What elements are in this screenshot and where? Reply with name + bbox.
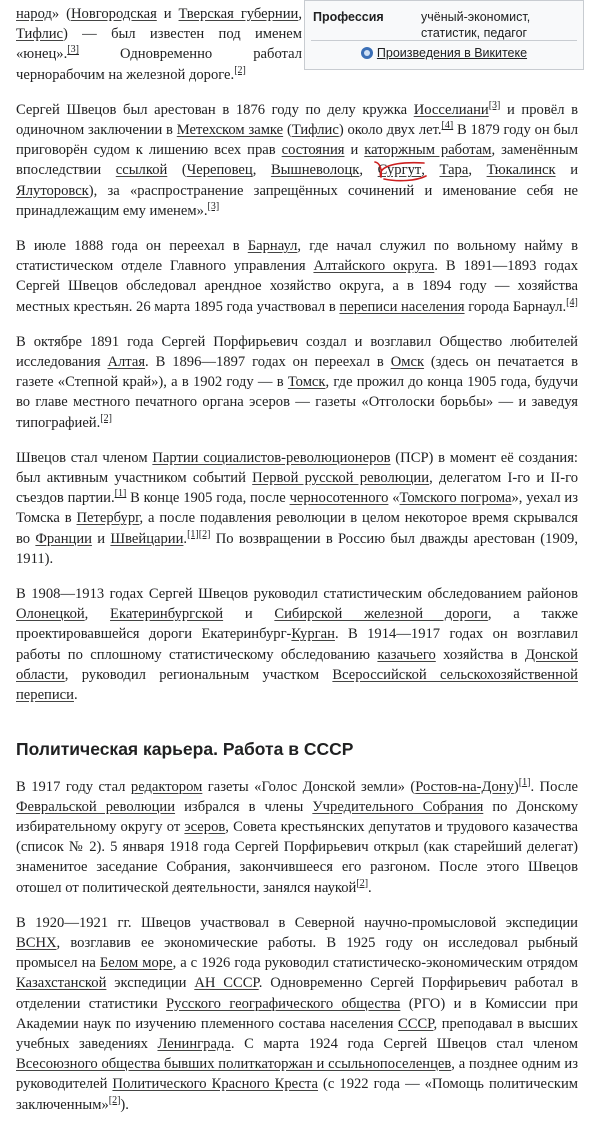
link-tomsk[interactable]: Томск	[287, 374, 326, 391]
link-constituent-assembly[interactable]: Учредительного Собрания	[312, 798, 484, 815]
link-sostoyanie[interactable]: состояния	[281, 142, 345, 159]
text: По возвращении в Россию был дважды арестован (1909, 1911).	[16, 530, 579, 567]
text: .	[73, 687, 78, 704]
text: В 1879 году он был приговорён судом к лишению всех прав	[16, 122, 578, 159]
ref-link[interactable]: [2]	[100, 412, 112, 424]
link-surgut[interactable]: Сургут	[377, 162, 422, 179]
link-siberian-railway[interactable]: Сибирской железной дороги	[274, 606, 488, 623]
text: ).	[120, 1096, 129, 1113]
text: ), за «распространение запрещённых сочинений и именование себя не принадлежащим ему именем».	[16, 182, 578, 219]
link-tara[interactable]: Тара	[439, 162, 469, 179]
text: Одновременно работал чернорабочим на железной дороге.	[16, 46, 302, 83]
link-altai-okrug[interactable]: Алтайского округа	[313, 258, 435, 275]
link-tver[interactable]: Тверская губернии	[178, 6, 299, 22]
link-yekaterinburg[interactable]: Екатеринбургской	[110, 606, 224, 623]
ref-link[interactable]: [3]	[488, 99, 501, 111]
link-novgorod[interactable]: Новгородская	[71, 6, 157, 22]
ref-link[interactable]: [4]	[441, 120, 454, 132]
ref-4[interactable]	[442, 120, 454, 131]
text: Сергей Швецов был арестован в 1876 году по делу кружка	[16, 101, 414, 118]
text: , делегатом I-го и II-го съездов партии.	[16, 470, 578, 507]
text: (здесь он печатается в газете «Степной край»), а в 1902 году — в	[16, 354, 578, 391]
ref-link[interactable]: [2]	[356, 877, 369, 889]
infobox-value: учёный-экономист, статистик, педагог	[421, 10, 531, 40]
text: , а после подавления революции в целом некоторое время скрывался во	[16, 510, 578, 547]
text: (	[283, 122, 292, 139]
link-black-hundreds[interactable]: черносотенного	[289, 490, 389, 507]
text: , а с 1926 года руководил статистическо-экономическим отрядом	[172, 955, 578, 972]
link-cherepovets[interactable]: Череповец	[186, 162, 253, 179]
text: «	[388, 490, 400, 507]
paragraph-altai-society	[16, 332, 578, 433]
link-tomsk-pogrom[interactable]: Томского погрома	[399, 490, 512, 507]
link-tiflis[interactable]: Тифлис	[291, 122, 339, 139]
text: , руководил региональным участком	[64, 666, 333, 683]
link-editor[interactable]: редактором	[130, 778, 203, 795]
text: по Донскому избирательному округу от	[16, 798, 578, 835]
text: , преподавал в высших учебных заведениях	[16, 1015, 578, 1052]
link-politkatorzhan-society[interactable]: Всесоюзного общества бывших политкаторжан и ссыльнопоселенцев	[16, 1056, 452, 1073]
ref-1[interactable]	[115, 488, 127, 499]
link-rostov[interactable]: Ростов-на-Дону	[415, 778, 514, 795]
text: (с 1922 года — «Помощь политическим заключенным»	[16, 1076, 578, 1113]
text: , заменённым впоследствии	[16, 142, 579, 179]
text: и	[91, 530, 111, 547]
link-leningrad[interactable]: Ленинграда	[157, 1035, 231, 1052]
ref-link[interactable]: [2]	[108, 1094, 121, 1106]
text: ) — был известен под именем «юнец».	[16, 26, 302, 63]
text: газеты «Голос Донской земли» (	[202, 778, 416, 795]
ref-3[interactable]	[208, 201, 220, 212]
link-kazakhstan[interactable]: Казахстанской	[16, 975, 107, 992]
wikisource-link[interactable]: Произведения в Викитеке	[376, 46, 528, 60]
link-kurgan[interactable]: Курган	[291, 626, 335, 643]
link-metekhi-castle[interactable]: Метехском замке	[176, 122, 284, 139]
text: . В 1896—1897 годах он переехал в	[145, 354, 391, 371]
text: . С марта 1924 года Сергей Швецов стал членом	[230, 1035, 578, 1052]
text: ,	[84, 606, 111, 623]
surgut-marked	[378, 160, 422, 180]
ref-2[interactable]	[356, 878, 368, 889]
ref-link[interactable]: [1]	[114, 488, 127, 500]
paragraph-arrest	[16, 100, 578, 221]
text: ,	[252, 162, 271, 179]
link-switzerland[interactable]: Швейцарии	[110, 530, 184, 547]
ref-2[interactable]	[109, 1095, 121, 1106]
text: » (	[51, 6, 72, 22]
ref-link[interactable]: [3]	[67, 44, 79, 56]
link-altai[interactable]: Алтая	[107, 354, 146, 371]
ref-link[interactable]: [1]	[518, 776, 531, 788]
text: . В 1914—1917 годах он возглавил работы по сплошному статистическому обследованию	[16, 626, 578, 663]
text: ) около двух лет.	[338, 122, 442, 139]
text: (ПСР) в момент её создания: был активным участником событий	[16, 449, 578, 487]
text: ,	[468, 162, 487, 179]
ref-1[interactable]	[519, 777, 531, 788]
paragraph-statistics	[16, 584, 578, 705]
link-agricultural-census[interactable]: Всероссийской сельскохозяйственной переписи	[16, 666, 578, 704]
text: Швецов стал членом	[16, 449, 153, 466]
paragraph-barnaul	[16, 236, 578, 317]
link-esers[interactable]: эсеров	[184, 818, 226, 835]
link-tyukalinsk[interactable]: Тюкалинск	[486, 162, 556, 179]
link-petersburg[interactable]: Петербург	[76, 510, 140, 527]
ref-2[interactable]	[100, 413, 112, 424]
text: . После	[530, 778, 578, 795]
article-content	[16, 0, 578, 1130]
text: , где прожил до конца 1905 года, будучи во главе местного печатного органа эсеров — газеты «Отголоски борьбы» — и заведуя типографией.	[16, 374, 578, 431]
text: .	[368, 879, 372, 896]
link-vsnkh[interactable]: ВСНХ	[16, 934, 57, 951]
paragraph-1920	[16, 913, 578, 1115]
ref-3[interactable]	[67, 45, 79, 56]
ref-1-2[interactable]	[187, 529, 210, 540]
link-an-sssr[interactable]: АН СССР	[194, 975, 259, 992]
text: , а позднее одним из руководителей	[16, 1056, 578, 1093]
text: ,	[298, 6, 302, 22]
text: В июле 1888 года он переехал в	[16, 238, 248, 255]
text: В 1917 году стал	[16, 778, 131, 795]
link-ssylka[interactable]: ссылкой	[115, 162, 168, 179]
link-white-sea[interactable]: Белом море	[99, 955, 173, 972]
lead-paragraph	[16, 4, 302, 85]
link-don-oblast[interactable]: Донской области	[16, 646, 578, 683]
paragraph-psr	[16, 448, 578, 569]
ref-2[interactable]	[234, 65, 246, 76]
link-vyshnevolotsk[interactable]: Вышневолоцк	[270, 162, 360, 179]
text: , где начал служил по вольному найму в статистическом отделе Главного управления	[16, 238, 578, 275]
ref-link[interactable]: [1][2]	[187, 528, 211, 540]
link-rgo[interactable]: Русского географического общества	[166, 995, 401, 1012]
text: экспедиции	[106, 975, 195, 992]
link-ussr[interactable]: СССР	[397, 1015, 434, 1032]
link-cossack[interactable]: казачьего	[377, 646, 436, 663]
link-katorga[interactable]: каторжным работам	[364, 142, 492, 159]
text: В конце 1905 года, после	[126, 490, 290, 507]
link-barnaul[interactable]: Барнаул	[247, 238, 298, 255]
text: », уехал из Томска в	[16, 490, 578, 527]
text: и провёл в одиночном заключении в	[16, 101, 578, 139]
link-political-red-cross[interactable]: Политического Красного Креста	[112, 1076, 319, 1093]
text: )	[513, 778, 519, 795]
link-france[interactable]: Франции	[35, 530, 92, 547]
text: и	[223, 606, 275, 623]
ref-link[interactable]: [4]	[566, 296, 578, 308]
paragraph-1917	[16, 777, 578, 898]
link-olonets[interactable]: Олонецкой	[16, 606, 85, 623]
text: , Совета крестьянских депутатов и трудового казачества (список № 2). 5 января 1918 года Сергей Порфирьевич открыл (как старейший делегат) знаменитое заседание Собрания, закончившееся его разгоном. После этого Швецов отошел от политической деятельности, занялся наукой	[16, 818, 578, 896]
text: , а также проектировавшейся дороги Екатеринбург-	[16, 606, 578, 643]
ref-4[interactable]	[566, 297, 578, 308]
link-yalutorovsk[interactable]: Ялуторовск	[16, 182, 89, 199]
link-tiflis[interactable]: Тифлис	[16, 26, 64, 43]
text: ,	[421, 162, 440, 179]
link-iosseliani[interactable]: Иосселиани	[413, 101, 489, 118]
text: , возглавив ее экономические работы. В 1925 году он исследовал рыбный промысел на	[16, 934, 578, 972]
text: и	[555, 162, 579, 179]
link-first-revolution[interactable]: Первой русской революции	[252, 470, 430, 487]
text: В 1908—1913 годах Сергей Швецов руководил статистическим обследованием районов	[16, 586, 578, 603]
link-psr[interactable]: Партии социалистов-революционеров	[152, 449, 391, 466]
text: ,	[359, 162, 378, 179]
text: .	[183, 530, 188, 547]
ref-3[interactable]	[489, 100, 501, 111]
link-omsk[interactable]: Омск	[390, 354, 425, 371]
text: . В 1891—1893 годах Сергей Швецов обследовал арендное хозяйство округа, а в 1894 году — хозяйства местных крестьян. 26 марта 1895 года участвовал в	[16, 258, 579, 315]
link-february-revolution[interactable]: Февральской революции	[16, 798, 176, 815]
text: (РГО) и в Комиссии при Академии наук по изучению племенного состава населения	[16, 995, 578, 1032]
text: избрался в члены	[175, 798, 313, 815]
text: и	[344, 142, 365, 159]
section-heading: Политическая карьера. Работа в СССР	[16, 739, 354, 760]
text: хозяйства в	[435, 646, 525, 663]
ref-link[interactable]: [2]	[234, 64, 246, 76]
text: (	[167, 162, 187, 179]
ref-link[interactable]: [3]	[207, 200, 220, 212]
infobox-key: Профессия	[313, 10, 384, 24]
text: В октябре 1891 года Сергей Порфирьевич создал и возглавил Общество любителей исследования	[16, 333, 578, 371]
link-narod[interactable]: народ	[16, 6, 52, 22]
text: города Барнаул.	[464, 298, 567, 315]
text: В 1920—1921 гг. Швецов участвовал в Северной научно-промысловой экспедиции	[16, 914, 578, 931]
link-census[interactable]: переписи населения	[339, 298, 465, 315]
text: и	[156, 6, 179, 22]
text: . Одновременно Сергей Порфирьевич работал в отделении статистики	[16, 975, 578, 1012]
